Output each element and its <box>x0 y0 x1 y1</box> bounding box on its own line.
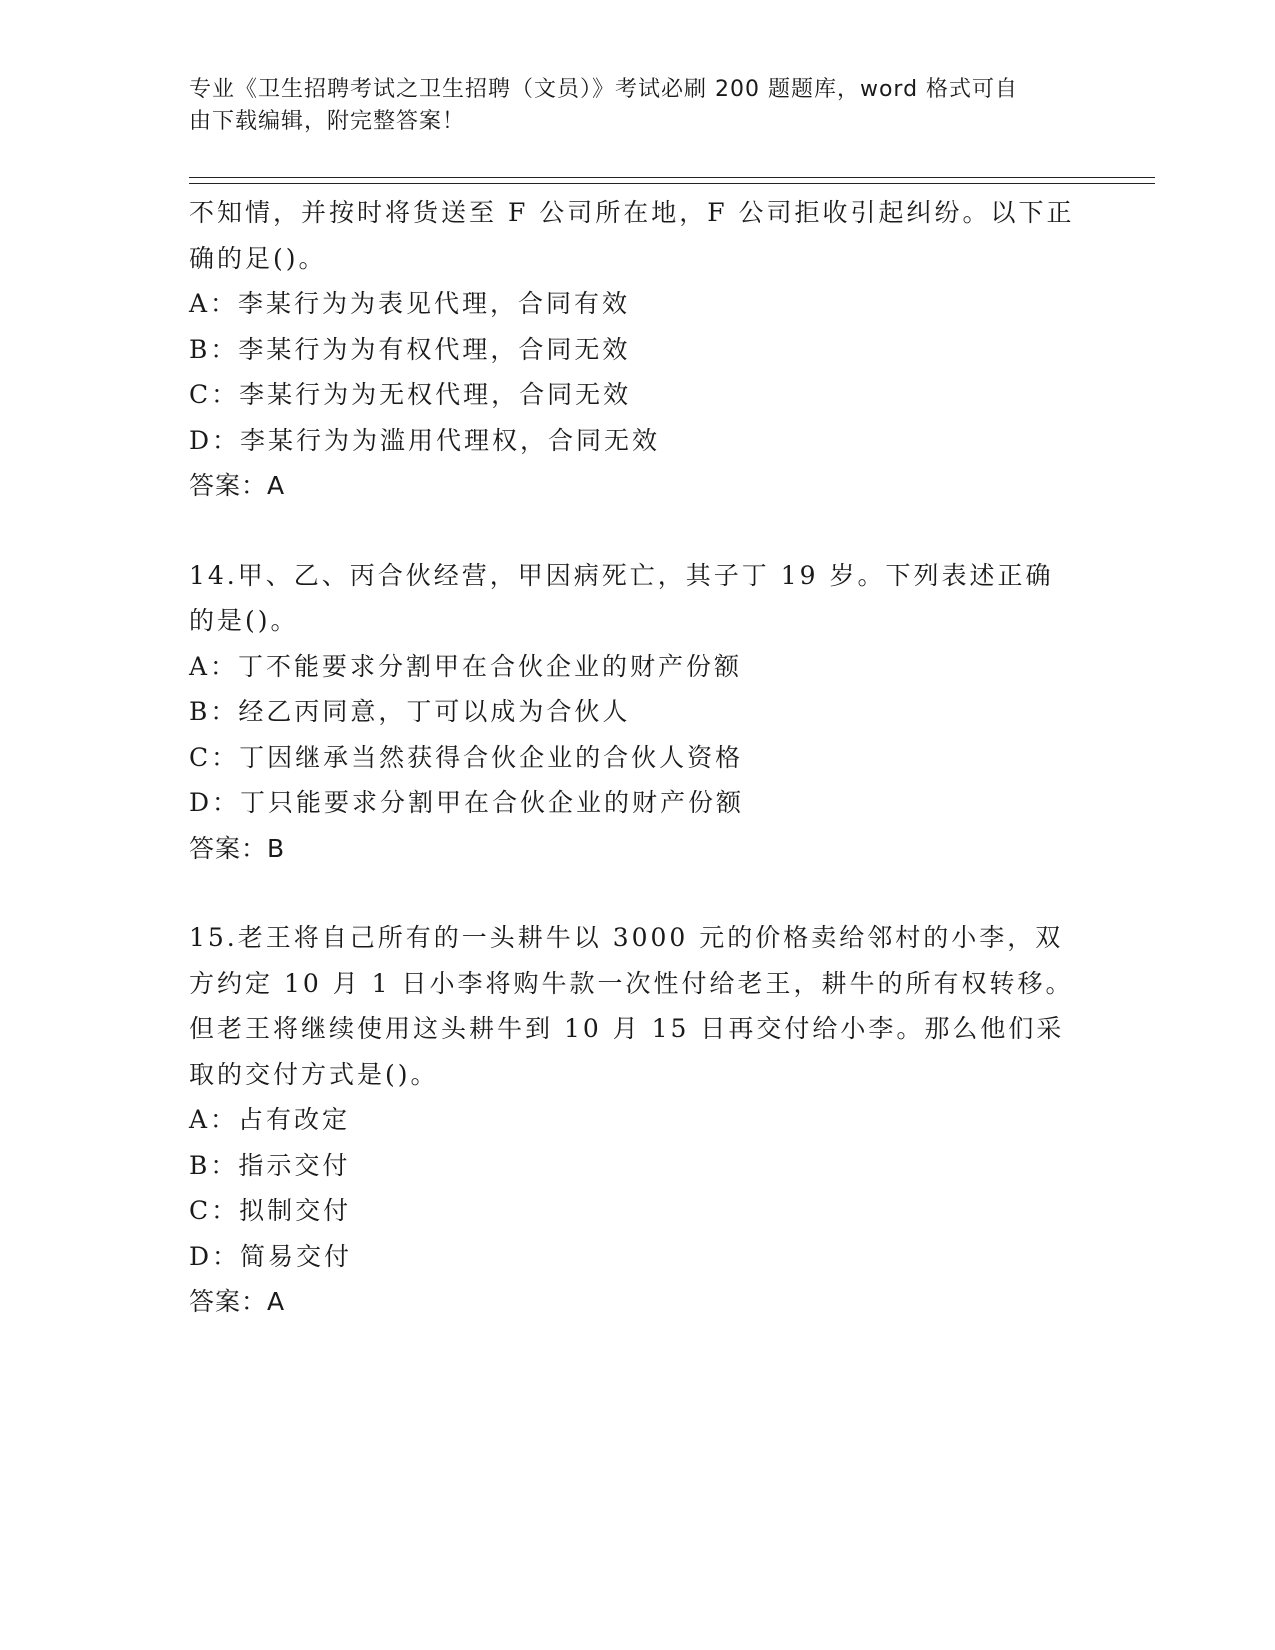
option-b: B：李某行为为有权代理，合同无效 <box>189 334 631 364</box>
header-divider-bottom <box>189 183 1155 184</box>
question-list <box>189 190 1089 1325</box>
question-stem-line: 不知情，并按时将货送至 F 公司所在地，F 公司拒收引起纠纷。以下正 <box>189 198 1075 227</box>
question-stem-line: 15.老王将自己所有的一头耕牛以 3000 元的价格卖给邻村的小李，双 <box>189 923 1064 952</box>
header-title-line-2: 由下载编辑，附完整答案！ <box>189 109 466 134</box>
header-divider-top <box>189 177 1155 178</box>
option-a: A：丁不能要求分割甲在合伙企业的财产份额 <box>189 651 743 681</box>
question-14 <box>189 553 1089 872</box>
option-a: A：占有改定 <box>189 1105 351 1134</box>
question-spacer <box>189 509 1089 553</box>
option-d: D：简易交付 <box>189 1241 353 1271</box>
answer-label: 答案：B <box>189 833 286 863</box>
answer-label: 答案：A <box>189 1287 286 1316</box>
header-title-line-1: 专业《卫生招聘考试之卫生招聘（文员）》考试必刷 200 题题库，word 格式可自 <box>189 77 1019 102</box>
option-c: C：拟制交付 <box>189 1196 352 1225</box>
option-b: B：经乙丙同意，丁可以成为合伙人 <box>189 697 631 726</box>
question-stem-line: 14.甲、乙、丙合伙经营，甲因病死亡，其子丁 19 岁。下列表述正确 <box>189 560 1054 590</box>
option-d: D：丁只能要求分割甲在合伙企业的财产份额 <box>189 788 745 817</box>
option-b: B：指示交付 <box>189 1150 351 1180</box>
option-a: A：李某行为为表见代理，合同有效 <box>189 289 631 318</box>
question-stem-line: 但老王将继续使用这头耕牛到 10 月 15 日再交付给小李。那么他们采 <box>189 1014 1065 1043</box>
option-c: C：李某行为为无权代理，合同无效 <box>189 380 632 409</box>
answer-label: 答案：A <box>189 471 286 500</box>
option-c: C：丁因继承当然获得合伙企业的合伙人资格 <box>189 742 744 772</box>
question-stem-line: 的是()。 <box>189 606 299 635</box>
question-13 <box>189 190 1089 509</box>
question-stem-line: 取的交付方式是()。 <box>189 1059 439 1089</box>
question-spacer <box>189 871 1089 915</box>
question-stem-line: 确的足()。 <box>189 243 327 273</box>
option-d: D：李某行为为滥用代理权，合同无效 <box>189 425 661 455</box>
question-stem-line: 方约定 10 月 1 日小李将购牛款一次性付给老王，耕牛的所有权转移。 <box>189 968 1074 998</box>
question-15 <box>189 915 1089 1325</box>
document-header <box>189 74 1089 138</box>
